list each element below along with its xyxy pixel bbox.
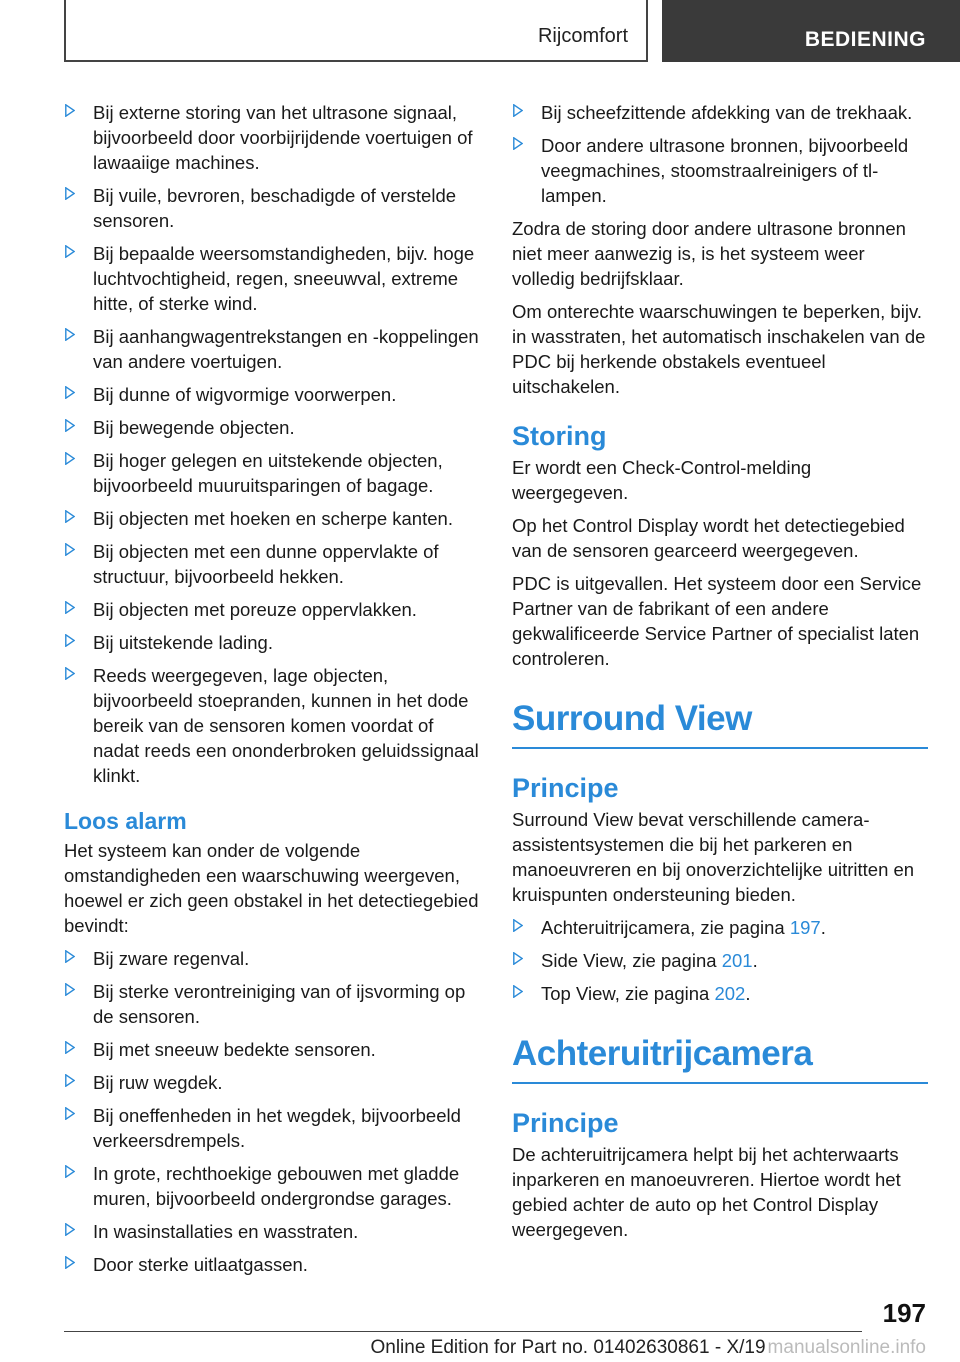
list-item-text: Bij hoger gelegen en uitstekende objecten, bijvoorbeeld muuruitsparingen of bagage. bbox=[93, 450, 443, 496]
bullet-triangle-icon bbox=[65, 1165, 75, 1178]
bullet-triangle-icon bbox=[65, 328, 75, 341]
list-item-text: Reeds weergegeven, lage objecten, bijvoorbeeld stoepranden, kunnen in het dode bereik van de sensoren komen voordat of nadat reeds een ononderbroken geluidssignaal klinkt. bbox=[93, 665, 479, 786]
list-item-text: Bij aanhangwagentrekstangen en -koppelingen van andere voertuigen. bbox=[93, 326, 479, 372]
list-item bbox=[64, 1161, 480, 1211]
list-item-end: . bbox=[745, 983, 751, 1004]
bullet-triangle-icon bbox=[65, 452, 75, 465]
list-item bbox=[64, 946, 480, 971]
interference-list-continued bbox=[512, 100, 928, 208]
header-chapter-title: BEDIENING bbox=[804, 28, 926, 51]
page-header bbox=[64, 0, 960, 66]
list-item bbox=[512, 948, 928, 973]
list-item-text: Bij sterke verontreiniging van of ijsvorming op de sensoren. bbox=[93, 981, 466, 1027]
list-item-text: Bij dunne of wigvormige voorwerpen. bbox=[93, 384, 397, 405]
list-item bbox=[64, 1037, 480, 1062]
list-item bbox=[64, 100, 480, 175]
list-item-text: Bij bepaalde weersomstandigheden, bijv. hoge luchtvochtigheid, regen, sneeuwval, extreme hitte, of sterke wind. bbox=[93, 243, 475, 314]
section-divider bbox=[512, 1082, 928, 1084]
false-alarm-list bbox=[64, 946, 480, 1277]
bullet-triangle-icon bbox=[65, 245, 75, 258]
list-item-text: Bij met sneeuw bedekte sensoren. bbox=[93, 1039, 376, 1060]
list-item bbox=[512, 100, 928, 125]
bullet-triangle-icon bbox=[65, 950, 75, 963]
paragraph: De achteruitrijcamera helpt bij het achterwaarts inparkeren en manoeuvreren. Hiertoe wordt het gebied achter de auto op het Control Display weergegeven. bbox=[512, 1144, 901, 1240]
section-divider bbox=[512, 747, 928, 749]
list-item-text: Bij objecten met poreuze oppervlakken. bbox=[93, 599, 417, 620]
bullet-triangle-icon bbox=[65, 983, 75, 996]
list-item-text: Bij vuile, bevroren, beschadigde of verstelde sensoren. bbox=[93, 185, 457, 231]
right-column bbox=[512, 100, 928, 1250]
page-number: 197 bbox=[882, 1298, 926, 1328]
list-item bbox=[64, 1252, 480, 1277]
bullet-triangle-icon bbox=[513, 137, 523, 150]
paragraph: Surround View bevat verschillende camera-assistentsystemen die bij het parkeren en manoeuvreren en bij onoverzichtelijke uitritten en kruispunten ondersteuning bieden. bbox=[512, 809, 915, 905]
section-title-surround-view: Surround View bbox=[512, 699, 752, 738]
section-title-rear-camera: Achteruitrijcamera bbox=[512, 1034, 813, 1073]
list-item-text: Bij objecten met een dunne oppervlakte of structuur, bijvoorbeeld hekken. bbox=[93, 541, 439, 587]
left-column bbox=[64, 100, 480, 1285]
list-item bbox=[64, 1219, 480, 1244]
bullet-triangle-icon bbox=[65, 419, 75, 432]
list-item bbox=[512, 915, 928, 940]
false-alarm-heading: Loos alarm bbox=[64, 808, 187, 834]
bullet-triangle-icon bbox=[65, 510, 75, 523]
list-item-text: Bij uitstekende lading. bbox=[93, 632, 273, 653]
bullet-triangle-icon bbox=[65, 1074, 75, 1087]
bullet-triangle-icon bbox=[513, 985, 523, 998]
paragraph: Om onterechte waarschuwingen te beperken, bijv. in wasstraten, het automatisch inschakelen van de PDC bij herkende obstakels eventueel uitschakelen. bbox=[512, 301, 926, 397]
watermark: manualsonline.info bbox=[767, 1337, 926, 1358]
bullet-triangle-icon bbox=[65, 386, 75, 399]
paragraph: PDC is uitgevallen. Het systeem door een Service Partner van de fabrikant of een andere gekwalificeerde Service Partner of specialist laten controleren. bbox=[512, 573, 922, 669]
bullet-triangle-icon bbox=[513, 919, 523, 932]
bullet-triangle-icon bbox=[513, 104, 523, 117]
list-item-end: . bbox=[752, 950, 758, 971]
bullet-triangle-icon bbox=[65, 1041, 75, 1054]
header-chapter-tab bbox=[662, 0, 960, 62]
list-item-text: Door andere ultrasone bronnen, bijvoorbeeld veegmachines, stoomstraalreinigers of tl-lampen. bbox=[541, 135, 909, 206]
list-item bbox=[64, 415, 480, 440]
bullet-triangle-icon bbox=[65, 1256, 75, 1269]
rear-camera-principle-heading: Principe bbox=[512, 1108, 619, 1138]
list-item bbox=[64, 597, 480, 622]
list-item-end: . bbox=[820, 917, 826, 938]
bullet-triangle-icon bbox=[65, 543, 75, 556]
list-item bbox=[64, 324, 480, 374]
list-item bbox=[64, 1103, 480, 1153]
list-item bbox=[64, 382, 480, 407]
surround-view-list bbox=[512, 915, 928, 1006]
list-item bbox=[64, 1070, 480, 1095]
list-item bbox=[64, 979, 480, 1029]
list-item-text: In wasinstallaties en wasstraten. bbox=[93, 1221, 359, 1242]
list-item-text: Achteruitrijcamera, zie pagina bbox=[541, 917, 790, 938]
list-item bbox=[64, 663, 480, 788]
bullet-triangle-icon bbox=[65, 1223, 75, 1236]
page-link-201[interactable]: 201 bbox=[721, 950, 753, 971]
list-item bbox=[512, 133, 928, 208]
bullet-triangle-icon bbox=[65, 1107, 75, 1120]
surround-principle-heading: Principe bbox=[512, 773, 619, 803]
list-item-text: Bij externe storing van het ultrasone signaal, bijvoorbeeld door voorbijrijdende voertuigen of lawaaiige machines. bbox=[93, 102, 473, 173]
page-link-197[interactable]: 197 bbox=[789, 917, 821, 938]
bullet-triangle-icon bbox=[65, 187, 75, 200]
list-item-text: Door sterke uitlaatgassen. bbox=[93, 1254, 308, 1275]
bullet-triangle-icon bbox=[65, 667, 75, 680]
footer-edition bbox=[370, 1337, 926, 1359]
list-item-text: Bij objecten met hoeken en scherpe kanten. bbox=[93, 508, 453, 529]
false-alarm-intro: Het systeem kan onder de volgende omstandigheden een waarschuwing weergeven, hoewel er zich geen obstakel in het detectiegebied bevindt: bbox=[64, 840, 479, 936]
page-link-202[interactable]: 202 bbox=[714, 983, 746, 1004]
list-item bbox=[512, 981, 928, 1006]
list-item-text: Bij scheefzittende afdekking van de trekhaak. bbox=[541, 102, 913, 123]
list-item-text: Bij ruw wegdek. bbox=[93, 1072, 223, 1093]
surround-view-section bbox=[512, 697, 928, 749]
malfunction-heading: Storing bbox=[512, 421, 607, 451]
interference-list bbox=[64, 100, 480, 788]
list-item-text: Bij oneffenheden in het wegdek, bijvoorbeeld verkeersdrempels. bbox=[93, 1105, 461, 1151]
rear-camera-section bbox=[512, 1032, 928, 1084]
list-item bbox=[64, 448, 480, 498]
paragraph: Zodra de storing door andere ultrasone bronnen niet meer aanwezig is, is het systeem weer volledig bedrijfsklaar. bbox=[512, 218, 906, 289]
bullet-triangle-icon bbox=[65, 601, 75, 614]
footer-divider bbox=[64, 1331, 862, 1332]
list-item bbox=[64, 241, 480, 316]
list-item bbox=[64, 183, 480, 233]
list-item bbox=[64, 630, 480, 655]
list-item-text: In grote, rechthoekige gebouwen met gladde muren, bijvoorbeeld ondergrondse garages. bbox=[93, 1163, 460, 1209]
paragraph: Op het Control Display wordt het detectiegebied van de sensoren gearceerd weergegeven. bbox=[512, 515, 905, 561]
bullet-triangle-icon bbox=[513, 952, 523, 965]
list-item bbox=[64, 539, 480, 589]
bullet-triangle-icon bbox=[65, 634, 75, 647]
list-item-text: Side View, zie pagina bbox=[541, 950, 722, 971]
paragraph: Er wordt een Check-Control-melding weergegeven. bbox=[512, 457, 812, 503]
bullet-triangle-icon bbox=[65, 104, 75, 117]
list-item-text: Top View, zie pagina bbox=[541, 983, 715, 1004]
header-section-box bbox=[64, 0, 648, 62]
list-item-text: Bij bewegende objecten. bbox=[93, 417, 295, 438]
list-item-text: Bij zware regenval. bbox=[93, 948, 250, 969]
footer-edition-text: Online Edition for Part no. 01402630861 - X/19 bbox=[370, 1337, 766, 1358]
list-item bbox=[64, 506, 480, 531]
header-section-title: Rijcomfort bbox=[537, 25, 628, 47]
